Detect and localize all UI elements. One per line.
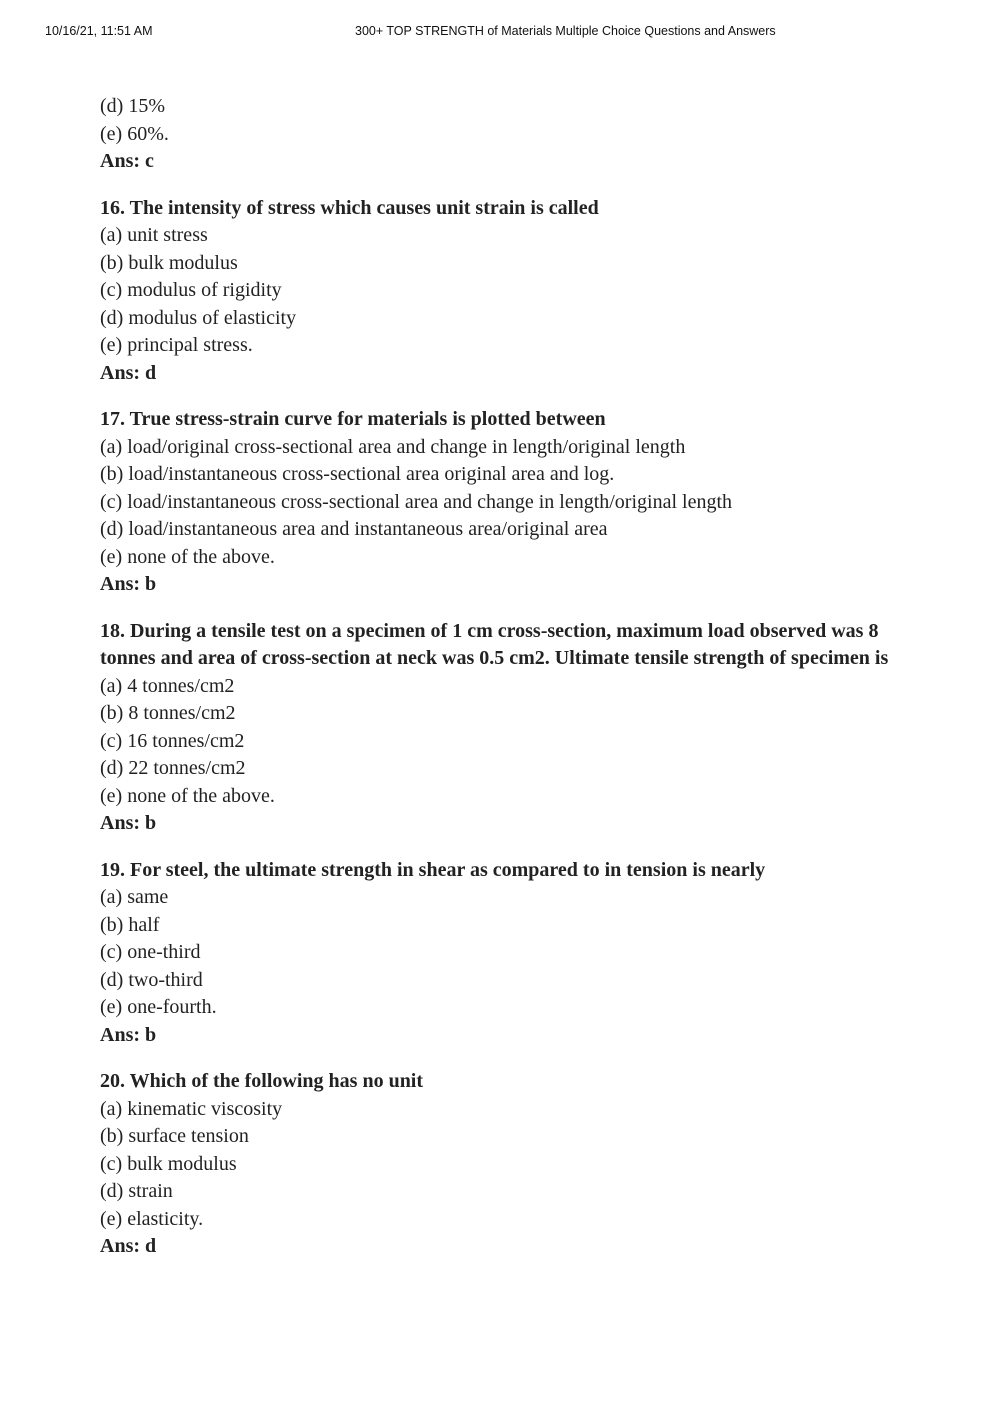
answer: Ans: b [100, 1023, 157, 1046]
option-e: (e) 60%. [100, 122, 169, 145]
question-20 [100, 1068, 900, 1261]
option-a: (a) kinematic viscosity [100, 1097, 283, 1120]
option-a: (a) same [100, 886, 169, 908]
option-d: (d) two-third [100, 968, 203, 991]
question-text: 20. Which of the following has no unit [100, 1070, 424, 1092]
option-e: (e) none of the above. [100, 545, 275, 568]
answer: Ans: c [100, 150, 154, 172]
option-c: (c) modulus of rigidity [100, 279, 282, 301]
option-c: (c) 16 tonnes/cm2 [100, 729, 245, 752]
question-17 [100, 406, 900, 599]
option-e: (e) one-fourth. [100, 996, 217, 1018]
option-d: (d) load/instantaneous area and instantaneous area/original area [100, 518, 608, 540]
question-text: 16. The intensity of stress which causes unit strain is called [100, 196, 599, 219]
option-d: (d) 15% [100, 95, 165, 117]
print-page-title: 300+ TOP STRENGTH of Materials Multiple Choice Questions and Answers [355, 24, 776, 38]
question-text: 18. During a tensile test on a specimen of 1 cm cross-section, maximum load observed was 8 tonnes and area of cross-section at neck was 0.5 cm2. Ultimate tensile strength of specimen is [100, 619, 889, 669]
question-18 [100, 618, 900, 838]
option-d: (d) 22 tonnes/cm2 [100, 757, 246, 779]
continued-question [100, 93, 900, 176]
question-list [100, 93, 900, 1261]
answer: Ans: d [100, 1235, 157, 1257]
question-16 [100, 195, 900, 388]
option-b: (b) bulk modulus [100, 251, 238, 274]
option-a: (a) load/original cross-sectional area and change in length/original length [100, 435, 686, 458]
answer: Ans: b [100, 573, 157, 595]
option-a: (a) 4 tonnes/cm2 [100, 674, 235, 697]
question-19 [100, 857, 900, 1050]
option-b: (b) half [100, 913, 160, 936]
answer: Ans: b [100, 812, 157, 834]
option-b: (b) 8 tonnes/cm2 [100, 702, 236, 724]
question-text: 17. True stress-strain curve for materials is plotted between [100, 408, 606, 430]
option-d: (d) modulus of elasticity [100, 306, 297, 329]
question-text: 19. For steel, the ultimate strength in shear as compared to in tension is nearly [100, 858, 766, 881]
option-e: (e) none of the above. [100, 784, 275, 807]
option-a: (a) unit stress [100, 224, 208, 246]
answer: Ans: d [100, 361, 157, 384]
print-header [0, 24, 992, 40]
option-b: (b) surface tension [100, 1125, 249, 1147]
option-e: (e) principal stress. [100, 334, 253, 356]
print-datetime: 10/16/21, 11:51 AM [45, 24, 153, 38]
option-c: (c) one-third [100, 941, 201, 963]
option-d: (d) strain [100, 1180, 173, 1202]
option-e: (e) elasticity. [100, 1207, 204, 1230]
option-b: (b) load/instantaneous cross-sectional area original area and log. [100, 463, 615, 485]
option-c: (c) load/instantaneous cross-sectional area and change in length/original length [100, 490, 733, 513]
option-c: (c) bulk modulus [100, 1152, 237, 1175]
